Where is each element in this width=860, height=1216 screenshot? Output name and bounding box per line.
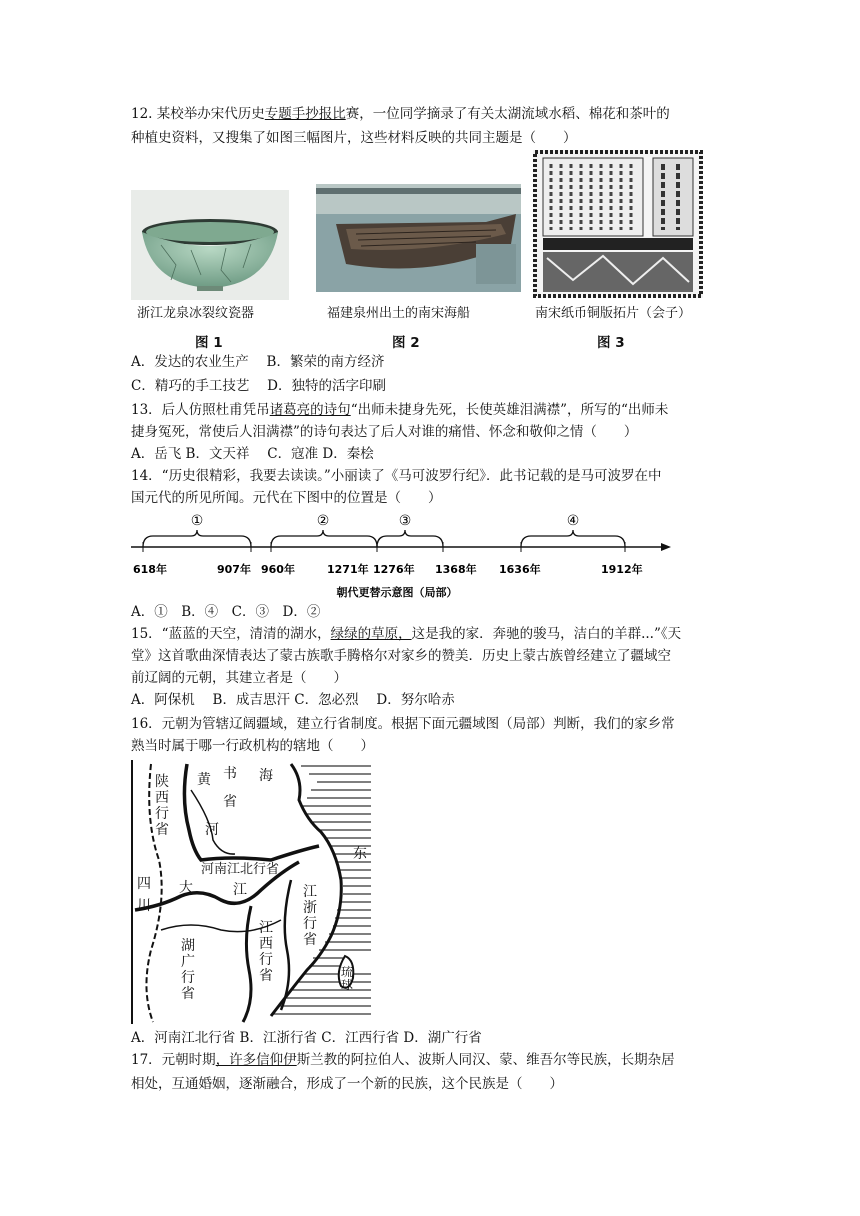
q14-stem-line-1: 14．“历史很精彩，我要去读读。”小丽读了《马可波罗行纪》．此书记载的是马可波罗在中 [131,468,662,484]
bracket-4 [521,530,625,547]
map-label-east: 东 [353,846,367,862]
q14-options: A．① B．④ C．③ D．② [131,604,321,620]
timeline-mark-4: ④ [566,513,580,529]
map-label-chuan: 川 [137,898,151,914]
timeline-year-1276: 1276年 [373,563,415,576]
figure-1-caption: 浙江龙泉冰裂纹瓷器 [137,306,255,321]
figure-2-label: 图 2 [392,335,420,351]
map-label-jiangxi: 江西行省 [259,920,273,984]
q14-stem-line-2: 国元代的所见所闻。元代在下图中的位置是（ ） [131,490,442,506]
q12-stem-line-2: 种植史资料，又搜集了如图三幅图片，这些材料反映的共同主题是（ ） [131,130,577,146]
q16-options: A．河南江北行省 B．江浙行省 C．江西行省 D．湖广行省 [131,1030,482,1046]
q13-options: A．岳飞 B．文天祥 C．寇准 D．秦桧 [131,446,374,462]
rubbing-image [533,150,703,298]
figure-2-caption: 福建泉州出土的南宋海船 [327,306,471,321]
q17-stem-line-2: 相处，互通婚姻，逐渐融合，形成了一个新的民族，这个民族是（ ） [131,1076,563,1092]
map-label-sheng: 省 [223,794,237,810]
map-label-river: 河 [205,822,219,838]
q13-stem-line-2: 捷身冤死，常使后人泪满襟”的诗句表达了后人对谁的痛惜、怀念和敬仰之情（ ） [131,424,638,440]
timeline-mark-2: ② [316,513,330,529]
q15-stem-line-2: 堂》这首歌曲深情表达了蒙古族歌手腾格尔对家乡的赞美．历史上蒙古族曾经建立了疆域空 [131,648,671,664]
timeline-arrow [661,543,671,551]
q15-stem-line-3: 前辽阔的元朝，其建立者是（ ） [131,670,347,686]
timeline-year-1368: 1368年 [435,563,477,576]
timeline-year-1636: 1636年 [499,563,541,576]
map-label-si: 四 [137,876,151,892]
q12-options-line-2: C．精巧的手工技艺 D．独特的活字印刷 [131,378,386,394]
map-label-henan-jiangbei: 河南江北行省 [201,862,280,877]
figure-2-ship [316,184,521,322]
figure-1-bowl [131,190,289,322]
q12-options-line-1: A．发达的农业生产 B．繁荣的南方经济 [131,354,385,370]
bracket-3 [377,530,443,547]
timeline-year-1912: 1912年 [601,563,643,576]
timeline-year-1271: 1271年 [327,563,369,576]
timeline-year-618: 618年 [133,563,167,576]
timeline-year-907: 907年 [217,563,251,576]
map-label-da: 大 [179,880,193,896]
map-label-jiang: 江 [233,882,247,898]
ship-image [316,184,521,292]
q13-stem-line-1: 13．后人仿照杜甫凭吊诸葛亮的诗句“出师未捷身先死，长使英雄泪满襟”，所写的“出师未 [131,402,669,418]
q16-stem-line-2: 熟当时属于哪一行政机构的辖地（ ） [131,738,374,754]
map-label-shu: 书 [223,766,237,782]
figure-1-label: 图 1 [195,335,223,351]
map-label-huguang: 湖广行省 [181,938,195,1002]
bowl-image [131,190,289,300]
q15-options: A．阿保机 B．成吉思汗 C．忽必烈 D．努尔哈赤 [131,692,455,708]
timeline-svg [131,510,671,602]
yuan-territory-map [131,760,373,1024]
timeline-year-960: 960年 [261,563,295,576]
figure-3-rubbing [533,150,713,322]
bracket-1 [143,530,251,547]
map-label-huang: 黄 [197,772,211,788]
q16-stem-line-1: 16．元朝为管辖辽阔疆域，建立行省制度。根据下面元疆域图（局部）判断，我们的家乡常 [131,716,675,732]
figure-3-caption: 南宋纸币铜版拓片（会子） [535,306,692,321]
map-label-liuqiu: 琉球 [341,965,354,992]
figure-3-label: 图 3 [597,335,625,351]
q12-stem-line-1: 12. 某校举办宋代历史专题手抄报比赛，一位同学摘录了有关太湖流域水稻、棉花和茶叶的 [131,106,670,122]
map-label-shaanxi: 陕西行省 [155,774,169,838]
bracket-2 [271,530,377,547]
timeline-mark-3: ③ [398,513,412,529]
q17-stem-line-1: 17．元朝时期，许多信仰伊斯兰教的阿拉伯人、波斯人同汉、蒙、维吾尔等民族，长期杂居 [131,1052,675,1068]
map-label-jiangzhe: 江浙行省 [303,884,317,948]
map-label-sea: 海 [259,768,273,784]
q15-stem-line-1: 15．“蓝蓝的天空，清清的湖水，绿绿的草原，这是我的家．奔驰的骏马，洁白的羊群...”《天 [131,626,682,642]
dynasty-timeline [131,510,671,602]
timeline-caption: 朝代更替示意图（局部） [336,586,458,599]
timeline-mark-1: ① [190,513,204,529]
